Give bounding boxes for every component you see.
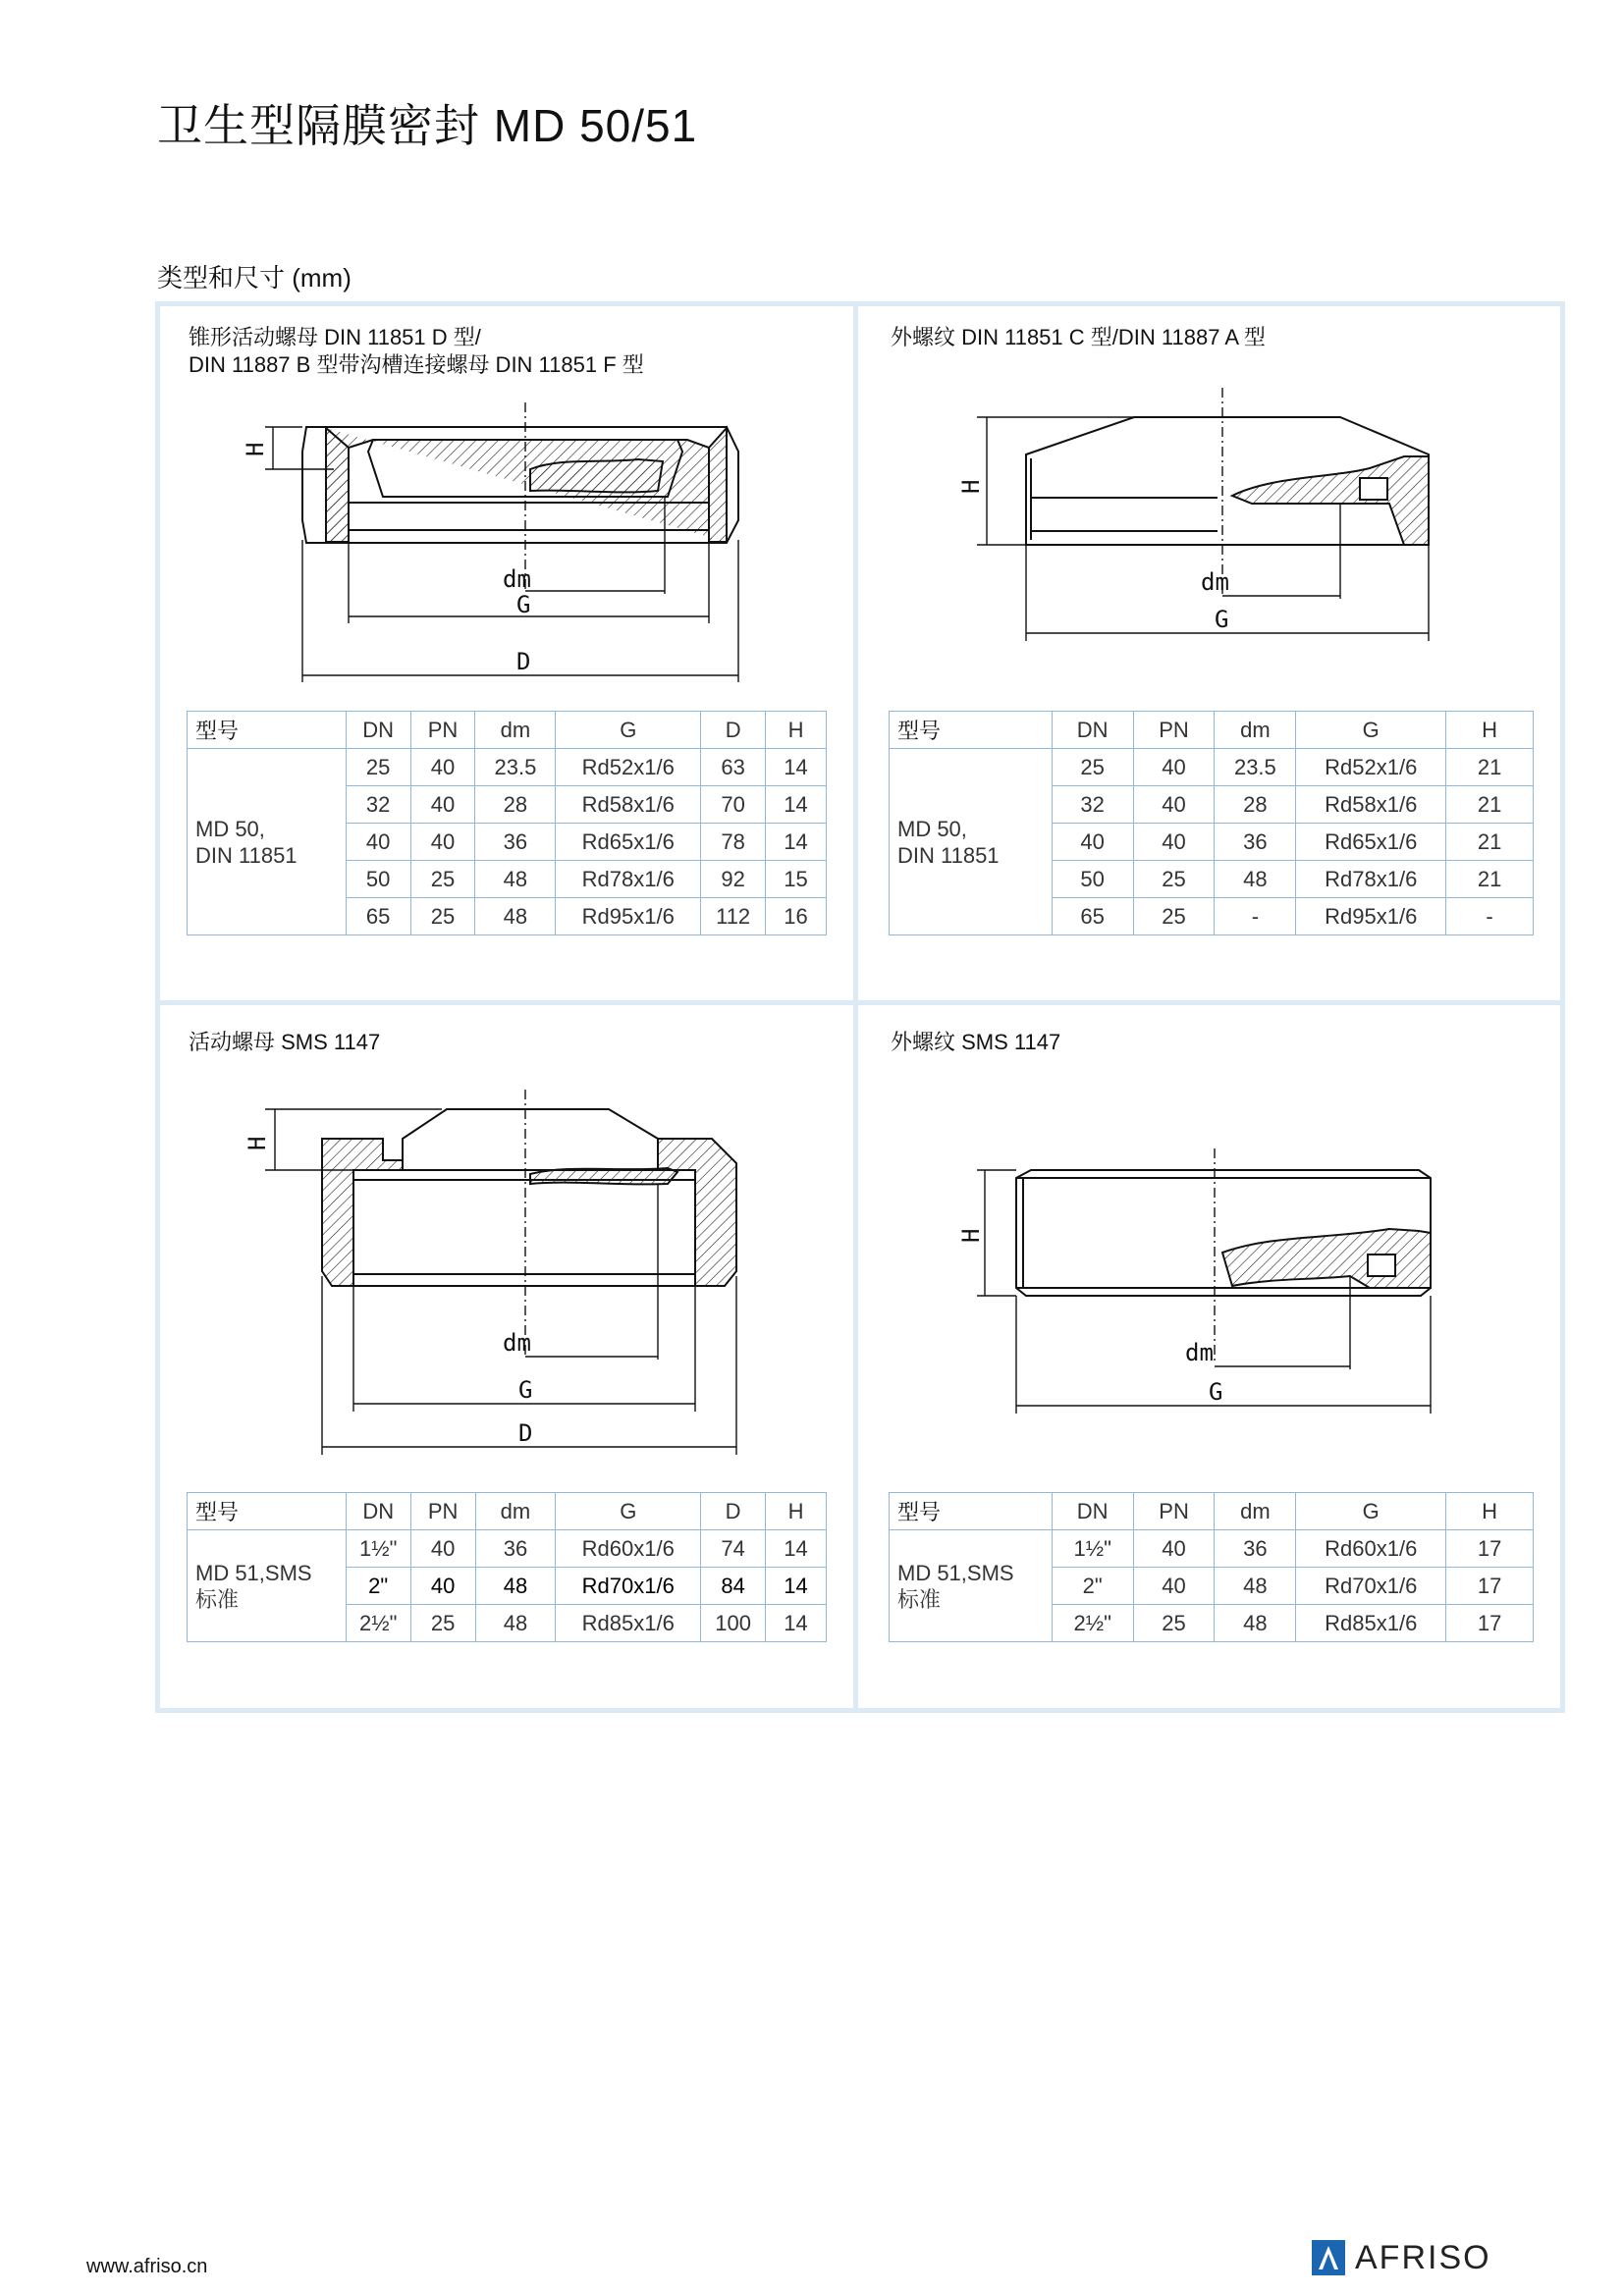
header-cell: 型号 (188, 712, 347, 749)
panel-2-label-dm: dm (1201, 568, 1229, 596)
header-cell: dm (1215, 712, 1296, 749)
table-cell: 40 (1052, 824, 1133, 861)
table-cell: 32 (1052, 786, 1133, 824)
table-cell: 40 (410, 749, 475, 786)
header-cell: D (701, 1493, 766, 1530)
panel-1-spec-table (187, 711, 827, 935)
table-cell: 48 (1215, 1568, 1296, 1605)
panel-4-caption (891, 1029, 1060, 1056)
table-cell: 23.5 (1215, 749, 1296, 786)
page-subtitle: 类型和尺寸 (mm) (157, 263, 352, 293)
frame-vertical-divider (853, 301, 858, 1713)
panel-3-label-g: G (518, 1376, 533, 1404)
header-cell: DN (346, 712, 410, 749)
panel-3-spec-table (187, 1492, 827, 1642)
panel-4-spec-table (889, 1492, 1534, 1642)
table-cell: 40 (1133, 1568, 1215, 1605)
table-cell: 48 (475, 1568, 556, 1605)
table-cell: 40 (410, 1530, 475, 1568)
table-cell: 17 (1446, 1605, 1534, 1642)
table-cell: Rd60x1/6 (556, 1530, 701, 1568)
panel-2-label-h: H (957, 479, 985, 494)
afriso-logo-icon (1312, 2240, 1345, 2275)
table-cell: 2½" (1052, 1605, 1133, 1642)
table-cell: 25 (410, 861, 475, 898)
panel-2-spec-table (889, 711, 1534, 935)
table-cell: 36 (1215, 1530, 1296, 1568)
header-cell: 型号 (890, 712, 1053, 749)
table-cell: 1½" (1052, 1530, 1133, 1568)
header-cell: DN (346, 1493, 410, 1530)
header-cell: DN (1052, 712, 1133, 749)
panel-2-label-g: G (1215, 606, 1229, 633)
panel-1-caption-line2: DIN 11887 B 型带沟槽连接螺母 DIN 11851 F 型 (189, 352, 644, 377)
table-cell: 65 (346, 898, 410, 935)
header-cell: dm (475, 712, 556, 749)
table-header-row (188, 712, 827, 749)
model-name: MD 50, DIN 11851 (195, 816, 298, 868)
panel-3-caption-line1: 活动螺母 SMS 1147 (189, 1030, 381, 1054)
header-cell: 型号 (188, 1493, 347, 1530)
header-cell: G (556, 1493, 701, 1530)
table-cell: 2½" (346, 1605, 410, 1642)
table-cell: 36 (475, 1530, 556, 1568)
sms-union-nut-drawing (245, 1090, 756, 1463)
table-cell: 2" (1052, 1568, 1133, 1605)
header-cell: G (1296, 1493, 1446, 1530)
header-cell: PN (1133, 712, 1215, 749)
table-cell: 21 (1446, 824, 1534, 861)
table-cell: 50 (346, 861, 410, 898)
table-cell: Rd78x1/6 (556, 861, 701, 898)
table-cell: 14 (766, 1605, 827, 1642)
header-cell: G (556, 712, 701, 749)
table-cell: 14 (766, 1568, 827, 1605)
table-cell: 16 (766, 898, 827, 935)
table-cell: 40 (410, 824, 475, 861)
table-cell: 48 (475, 861, 556, 898)
table-cell: 78 (701, 824, 766, 861)
panel-1-caption-line1: 锥形活动螺母 DIN 11851 D 型/ (189, 325, 481, 349)
model-cell (890, 1530, 1053, 1642)
header-cell: H (1446, 1493, 1534, 1530)
table-cell: 23.5 (475, 749, 556, 786)
table-cell: Rd58x1/6 (556, 786, 701, 824)
model-cell (188, 749, 347, 935)
table-cell: 25 (1133, 898, 1215, 935)
table-cell: Rd95x1/6 (1296, 898, 1446, 935)
table-cell: Rd65x1/6 (1296, 824, 1446, 861)
table-cell: 14 (766, 1530, 827, 1568)
header-cell: G (1296, 712, 1446, 749)
panel-4-label-dm: dm (1185, 1339, 1214, 1366)
table-header-row (188, 1493, 827, 1530)
model-name: MD 51,SMS 标准 (195, 1560, 312, 1612)
model-name: MD 51,SMS 标准 (897, 1560, 1014, 1612)
table-cell: 36 (1215, 824, 1296, 861)
table-cell: 40 (1133, 749, 1215, 786)
table-cell: 21 (1446, 861, 1534, 898)
table-cell: 14 (766, 824, 827, 861)
table-cell: 14 (766, 749, 827, 786)
table-cell: 48 (1215, 1605, 1296, 1642)
table-cell: 32 (346, 786, 410, 824)
table-cell: 36 (475, 824, 556, 861)
header-cell: 型号 (890, 1493, 1053, 1530)
table-cell: 21 (1446, 749, 1534, 786)
header-cell: dm (1215, 1493, 1296, 1530)
table-cell: 70 (701, 786, 766, 824)
table-cell: Rd95x1/6 (556, 898, 701, 935)
header-cell: D (701, 712, 766, 749)
table-cell: 25 (410, 1605, 475, 1642)
table-cell: 15 (766, 861, 827, 898)
panel-2-caption (891, 324, 1266, 351)
table-cell: 40 (1133, 786, 1215, 824)
table-cell: 48 (1215, 861, 1296, 898)
panel-1-caption (189, 324, 644, 379)
table-cell: 65 (1052, 898, 1133, 935)
table-header-row (890, 1493, 1534, 1530)
table-cell: Rd52x1/6 (556, 749, 701, 786)
panel-4-caption-line1: 外螺纹 SMS 1147 (891, 1030, 1061, 1054)
table-cell: Rd70x1/6 (1296, 1568, 1446, 1605)
panel-1-label-h: H (242, 442, 269, 456)
table-cell: 2" (346, 1568, 410, 1605)
table-cell: 25 (1133, 1605, 1215, 1642)
table-cell: 25 (410, 898, 475, 935)
panel-3-label-d: D (518, 1419, 533, 1447)
header-cell: H (766, 1493, 827, 1530)
footer-url-link[interactable]: www.afriso.cn (86, 2256, 208, 2277)
panel-2-caption-line1: 外螺纹 DIN 11851 C 型/DIN 11887 A 型 (891, 325, 1266, 349)
table-cell: Rd78x1/6 (1296, 861, 1446, 898)
brand-name: AFRISO (1355, 2238, 1491, 2276)
table-cell: 25 (1133, 861, 1215, 898)
page-title: 卫生型隔膜密封 MD 50/51 (157, 100, 698, 151)
panel-1-label-dm: dm (503, 565, 531, 593)
model-cell (890, 749, 1053, 935)
table-cell: 40 (346, 824, 410, 861)
panel-1-label-d: D (516, 648, 531, 675)
table-cell: 28 (1215, 786, 1296, 824)
afriso-logo (1312, 2240, 1491, 2275)
table-cell: 21 (1446, 786, 1534, 824)
header-cell: DN (1052, 1493, 1133, 1530)
panel-1-label-g: G (516, 591, 531, 618)
panel-3-label-h: H (244, 1136, 271, 1150)
table-row (890, 749, 1534, 786)
header-cell: PN (1133, 1493, 1215, 1530)
table-cell: 112 (701, 898, 766, 935)
table-cell: Rd85x1/6 (556, 1605, 701, 1642)
table-cell: - (1446, 898, 1534, 935)
model-name: MD 50, DIN 11851 (897, 816, 1000, 868)
table-row (188, 1530, 827, 1568)
model-cell (188, 1530, 347, 1642)
table-cell: 17 (1446, 1530, 1534, 1568)
panel-4-label-h: H (957, 1228, 985, 1243)
panel-3-caption (189, 1029, 380, 1056)
header-cell: PN (410, 712, 475, 749)
table-cell: 48 (475, 1605, 556, 1642)
table-cell: Rd58x1/6 (1296, 786, 1446, 824)
table-row (890, 1530, 1534, 1568)
header-cell: dm (475, 1493, 556, 1530)
table-cell: 92 (701, 861, 766, 898)
table-cell: - (1215, 898, 1296, 935)
header-cell: H (766, 712, 827, 749)
table-header-row (890, 712, 1534, 749)
table-cell: 25 (346, 749, 410, 786)
table-cell: Rd70x1/6 (556, 1568, 701, 1605)
table-cell: 1½" (346, 1530, 410, 1568)
table-cell: Rd65x1/6 (556, 824, 701, 861)
table-cell: Rd60x1/6 (1296, 1530, 1446, 1568)
panel-3-label-dm: dm (503, 1329, 531, 1357)
frame-horizontal-divider (155, 1000, 1565, 1005)
table-cell: 40 (1133, 824, 1215, 861)
header-cell: PN (410, 1493, 475, 1530)
sms-external-thread-drawing (957, 1148, 1448, 1423)
table-cell: 50 (1052, 861, 1133, 898)
panel-4-label-g: G (1209, 1378, 1223, 1406)
table-cell: 100 (701, 1605, 766, 1642)
table-cell: 28 (475, 786, 556, 824)
header-cell: H (1446, 712, 1534, 749)
table-cell: 74 (701, 1530, 766, 1568)
table-cell: 40 (410, 786, 475, 824)
table-cell: 14 (766, 786, 827, 824)
table-row (188, 749, 827, 786)
external-thread-drawing (957, 388, 1448, 653)
union-nut-cone-drawing (242, 393, 776, 687)
table-cell: 40 (410, 1568, 475, 1605)
table-cell: 40 (1133, 1530, 1215, 1568)
table-cell: 84 (701, 1568, 766, 1605)
table-cell: Rd85x1/6 (1296, 1605, 1446, 1642)
table-cell: 25 (1052, 749, 1133, 786)
table-cell: 48 (475, 898, 556, 935)
table-cell: 17 (1446, 1568, 1534, 1605)
table-cell: 63 (701, 749, 766, 786)
table-cell: Rd52x1/6 (1296, 749, 1446, 786)
